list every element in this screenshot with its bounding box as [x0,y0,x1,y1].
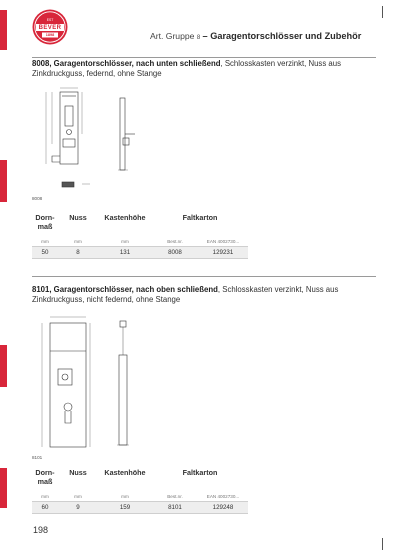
value-cell: 159 [98,502,152,514]
col-header-faltkarton: Faltkarton [182,468,218,477]
product-title [32,59,372,79]
red-edge-bar [0,10,7,50]
col-header-nuss: Nuss [69,213,87,222]
unit-cell: mm [98,231,152,247]
product-title-rest: , Schlosskasten verzinkt, Nuss aus Zinkdruckguss, nicht federnd, ohne Stange [32,285,339,304]
crop-mark-top [382,6,383,18]
col-header-dornmass: Dorn-maß [35,468,55,486]
red-edge-bar [0,468,7,508]
section-divider [32,57,376,58]
unit-cell: Best.nr. [152,231,198,247]
value-cell: 8101 [152,502,198,514]
value-cell: 8008 [152,247,198,259]
col-header-kastenhoehe: Kastenhöhe [104,213,146,222]
logo-year: 1898 [45,33,55,38]
col-header-kastenhoehe: Kastenhöhe [104,468,146,477]
unit-cell: EAN 4002730... [198,486,248,502]
technical-drawing-8101 [32,311,152,461]
col-header-nuss: Nuss [69,468,87,477]
red-edge-bar [0,345,7,387]
unit-cell: EAN 4002730... [198,231,248,247]
bever-logo [31,8,69,46]
col-header-dornmass: Dorn-maß [35,213,55,231]
section-divider [32,276,376,277]
product-title-bold: 8008, Garagentorschlösser, nach unten schließend [32,59,221,68]
red-edge-bar [0,160,7,202]
product-title [32,285,372,305]
value-cell: 9 [58,502,98,514]
header-title: – Garagentorschlösser und Zubehör [202,31,362,41]
unit-cell: mm [98,486,152,502]
spec-table-8008 [32,211,248,259]
value-cell: 129248 [198,502,248,514]
page-number: 198 [33,525,49,535]
figure-label: 8101 [32,455,43,460]
spec-table-8101 [32,466,248,514]
technical-drawing-8008 [32,84,152,199]
value-cell: 8 [58,247,98,259]
col-header-faltkarton: Faltkarton [182,213,218,222]
header-group: 8 [196,35,201,41]
value-cell: 50 [32,247,58,259]
unit-cell: mm [32,486,58,502]
unit-cell: mm [58,486,98,502]
product-title-rest: , Schlosskasten verzinkt, Nuss aus Zinkdruckguss, federnd, ohne Stange [32,59,341,78]
logo-est: EST [46,18,54,22]
figure-label: 8008 [32,196,43,201]
unit-cell: mm [58,231,98,247]
unit-cell: mm [32,231,58,247]
logo-brand: BEVER [38,24,62,31]
page-header [150,31,361,41]
value-cell: 60 [32,502,58,514]
value-cell: 131 [98,247,152,259]
product-title-bold: 8101, Garagentorschlösser, nach oben schließend [32,285,218,294]
header-prefix: Art. Gruppe [150,31,195,41]
unit-cell: Best.nr. [152,486,198,502]
value-cell: 129231 [198,247,248,259]
crop-mark-bottom [382,538,383,550]
